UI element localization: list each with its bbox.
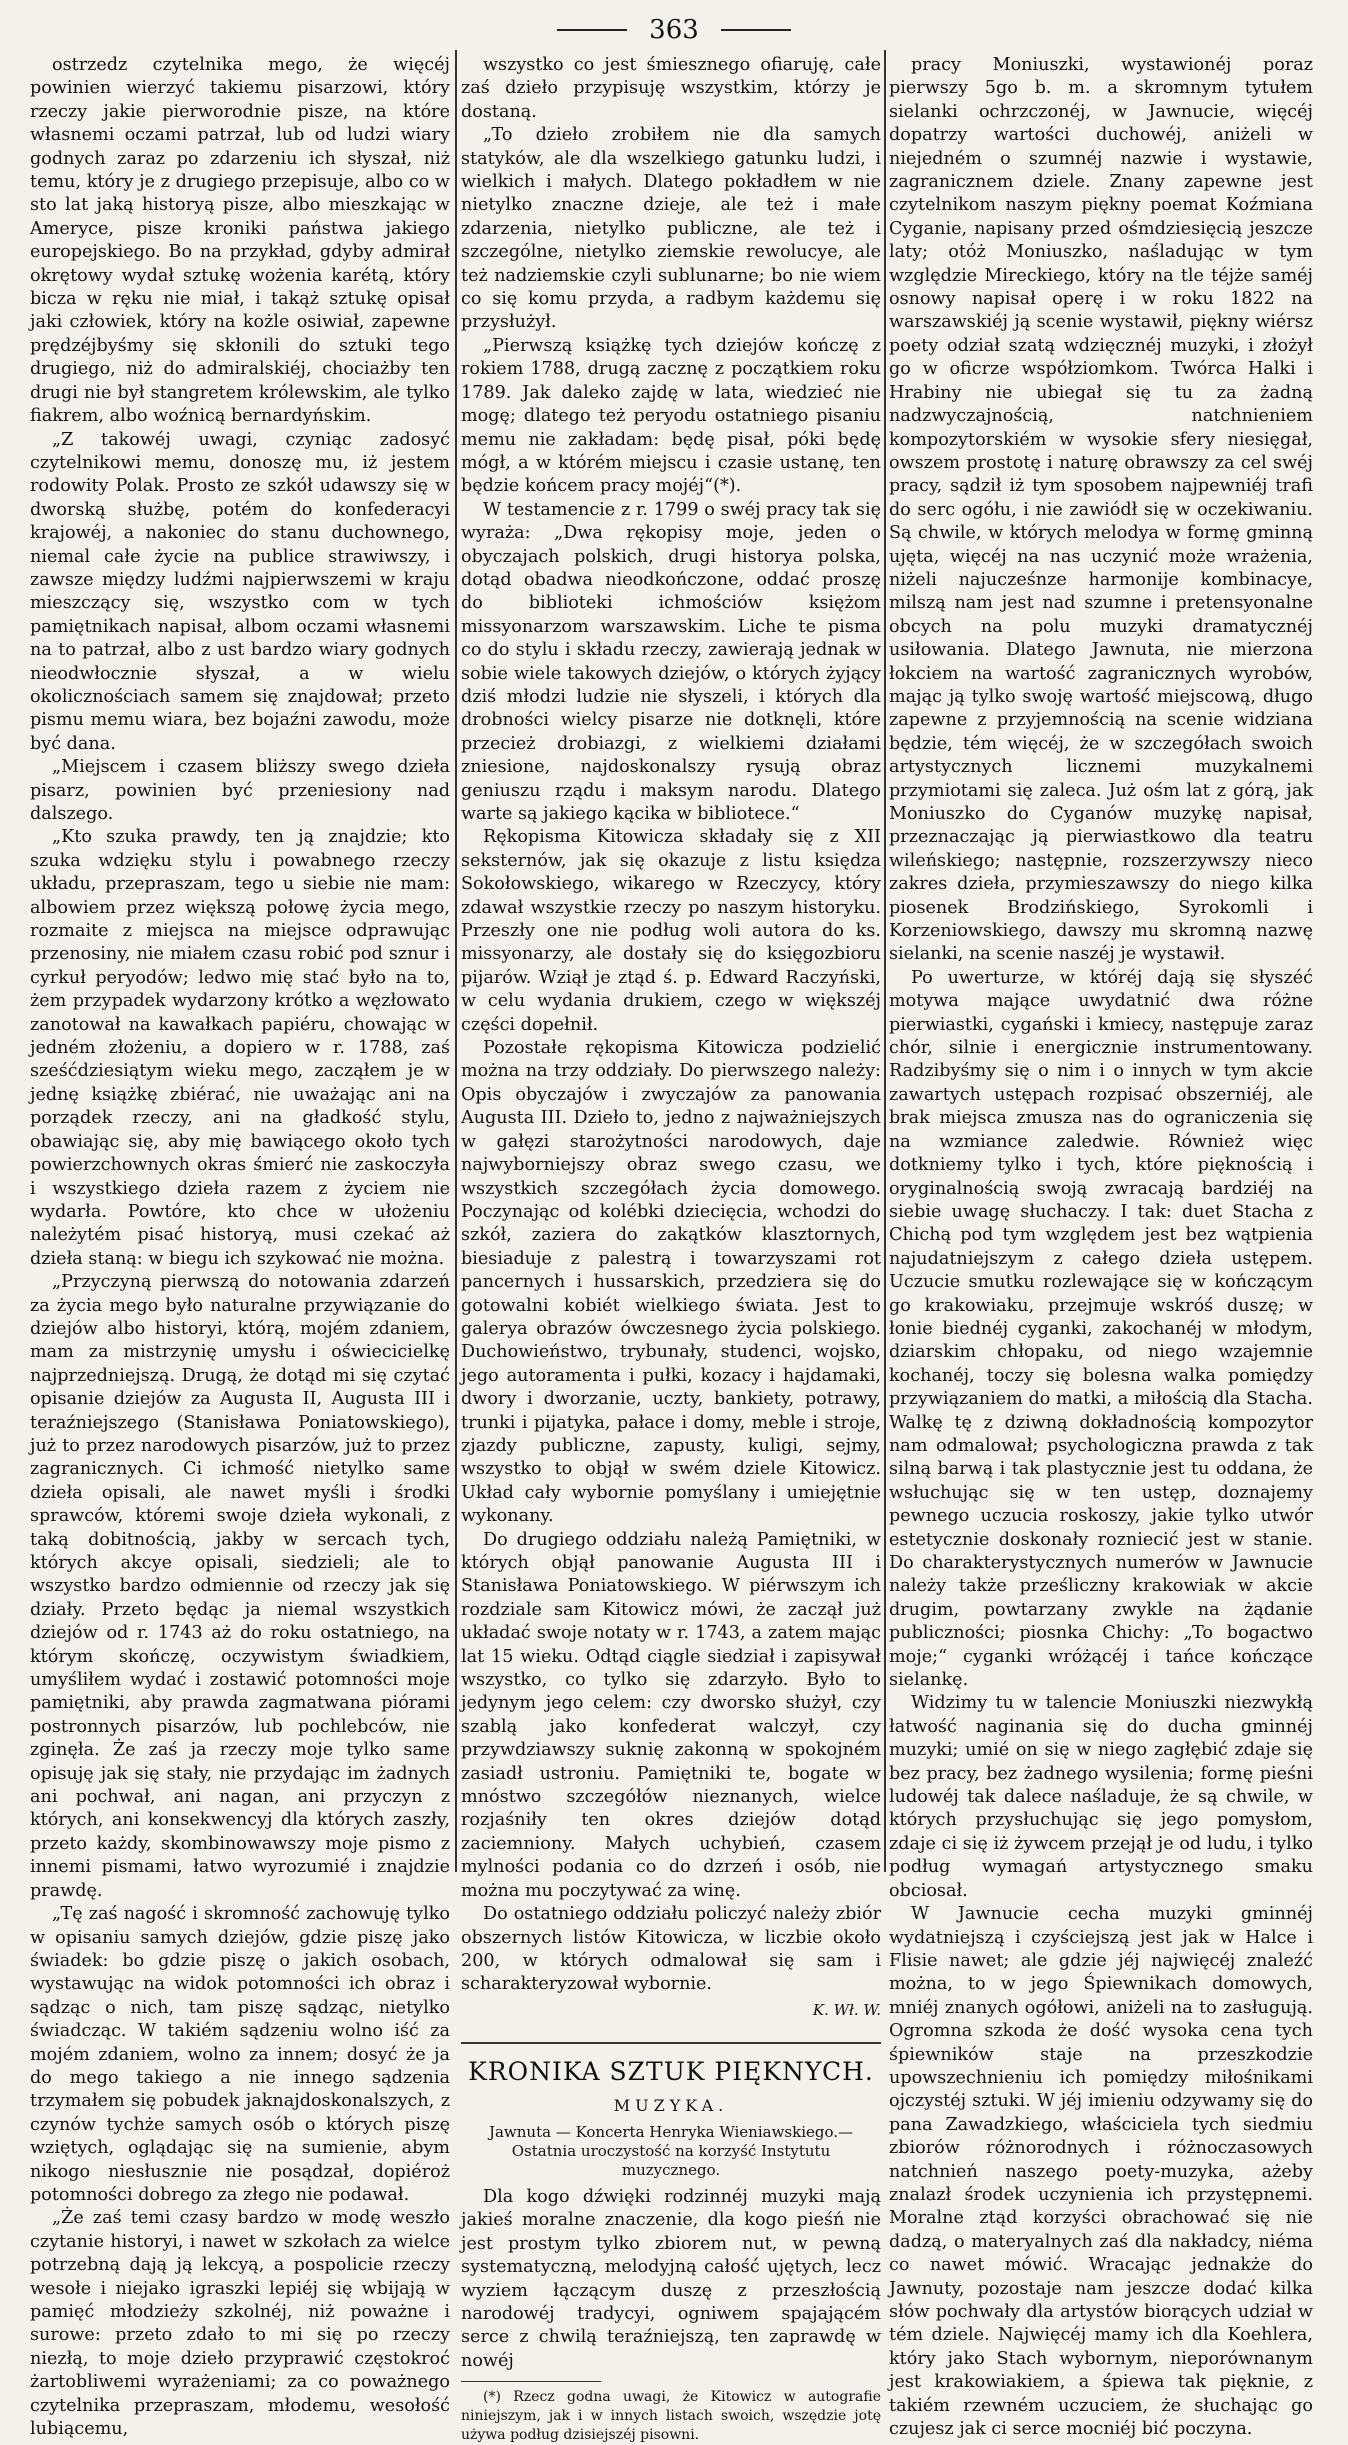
paragraph: wszystko co jest śmiesznego ofiaruję, całe zaś dzieło przypisuję wszystkim, którzy je dostaną. [461,55,881,122]
subsection-subtitle: Jawnuta — Koncerta Henryka Wieniawskiego.— Ostatnia uroczystość na korzyść Instytutu muzycznego. [488,2122,854,2179]
paragraph: Do drugiego oddziału należą Pamiętniki, w których objął panowanie Augusta III i Stanisława Poniatowskiego. W piérwszym ich rozdziale sam Kitowicz mówi, że zaczął już układać swoje notaty w r. 1743, a zatem mając lat 15 wieku. Odtąd ciągle siedział i zapisywał wszystko, co tylko się zdarzyło. Było to jedynym jego celem: czy dworsko służył, czy szablą jako konfederat walczył, czy przywdziawszy suknię zakonną w spokojném zasiadł ustroniu. Pamiętniki te, bogate w mnóstwo szczegółów nieznanych, wielce rozjaśniły ten okres dziejów dotąd zaciemniony. Małych uchybień, czasem mylności podania co do dzrzeń i osób, nie można mu poczytywać za winę. [461,1529,881,1901]
paragraph: Dla kogo dźwięki rodzinnéj muzyki mają jakieś moralne znaczenie, dla kogo pieśń nie jest prostym tylko zbiorem nut, w pewną systematyczną, melodyjną całość ujętych, lecz wyziem łączącym duszę z przeszłością narodowéj tradycyi, ogniwem spajającém serce z chwilą teraźniejszą, ten zaprawdę w nowéj [461,2186,881,2371]
paragraph: W Jawnucie cecha muzyki gminnéj wydatniejszą i czyściejszą jest jak w Halce i Flisie nawet; ale gdzie jéj najwięcéj znaleźć można, to w jego Śpiewnikach domowych, mniéj znanych ogółowi, aniżeli na to zasługują. Ogromna szkoda że dość wysoka cena tych śpiewników staje na przeszkodzie upowszechnieniu ich pomiędzy miłośnikami ojczystéj sztuki. W jéj imieniu odzywamy się do pana Zawadzkiego, właściciela tych siedmiu zbiorów różnorodnych i różnoczasowych natchnień naszego poety-muzyka, ażeby znalazł środek uczynienia ich przystępnemi. Moralne ztąd korzyści obrachować się nie dadzą, o materyalnych zaś dla nakładcy, niéma co nawet mówić. Wracając jednakże do Jawnuty, pozostaje nam jeszcze dodać kilka słów pochwały dla artystów biorących udział w tém dziele. Najwięcéj mamy ich dla Koehlera, który jako Stach wybornym, nieporównanym jest krakowiakiem, a śpiewa tak pięknie, z takiém rzewném uczuciem, że słuchając go czujesz jak ci serce mocniéj bić poczyna. [889,1904,1313,2440]
section-separator [461,2042,881,2044]
subsection-heading: MUZYKA. [613,2095,729,2115]
paragraph: W testamencie z r. 1799 o swéj pracy tak się wyraża: „Dwa rękopisy moje, jeden o obyczajach polskich, drugi historya polska, dotąd obadwa nieodkończone, oddać proszę do biblioteki ichmościów księżom missyonarzom warszawskim. Liche te pisma co do stylu i składu rzeczy, zawierają jednak w sobie wiele takowych dziejów, o których żyjący dziś młodzi ludzie nie słyszeli, i których dla drobności wielcy pisarze nie dotknęli, które przecież drobiazgi, z wielkiemi działami zniesione, najdoskonalszy rysują obraz geniuszu rządu i maksym narodu. Dlatego warte są jakiego kącika w bibliotece.“ [461,499,881,824]
footnote: (*) Rzecz godna uwagi, że Kitowicz w autografie niniejszym, jak i w innych listach swoich, wszędzie jotę używa podług dzisiejszéj pisowni. [461,2389,881,2444]
paragraph: Po uwerturze, w któréj dają się słyszéć motywa mające uwydatnić dwa różne pierwiastki, cygański i kmiecy, następuje zaraz chór, silnie i energicznie instrumentowany. Radzibyśmy się o nim i o innych w tym akcie zawartych ustępach rozpisać obszerniéj, ale brak miejsca zmusza nas do ograniczenia się na wzmiance zaledwie. Również więc dotkniemy tylko i tych, które pięknością i oryginalnością swoją zwracają bardziéj na siebie uwagę słuchaczy. I tak: duet Stacha z Chichą pod tym względem jest bez wątpienia najudatniejszym z całego dzieła ustępem. Uczucie smutku rozlewające się w kończącym go krakowiaku, przejmuje wskróś duszę; w łonie biednéj cyganki, zakochanéj w młodym, dziarskim chłopaku, od niego wzajemnie kochanéj, toczy się bolesna walka pomiędzy przywiązaniem do matki, a miłością dla Stacha. Walkę tę z dziwną dokładnością kompozytor nam odmalował; psychologiczna prawda z tak silną barwą i tak plastycznie jest tu oddana, że wsłuchując się w ten ustęp, doznajemy pewnego uczucia roskoszy, jakie tylko utwór estetycznie doskonały rozniecić jest w stanie. Do charakterystycznych numerów w Jawnucie należy także prześliczny krakowiak w akcie drugim, powtarzany zwykle na żądanie publiczności; piosnka Chichy: „To bogactwo moje;“ cyganki wróżącéj i tańce kończące sielankę. [889,967,1313,1691]
paragraph: Pozostałe rękopisma Kitowicza podzielić można na trzy oddziały. Do pierwszego należy: Opis obyczajów i zwyczajów za panowania Augusta III. Dzieło to, jedno z najważniejszych w gałęzi starożytności narodowych, daje najwyborniejszy obraz swego czasu, we wszystkich szczegółach życia domowego. Poczynając od kolébki dziecięcia, wchodzi do szkół, zaziera do zakątków klasztornych, biesiaduje z palestrą i towarzyszami rot pancernych i hussarskich, przedziera się do gotowalni kobiét wielkiego świata. Jest to galerya obrazów ówczesnego życia polskiego. Duchowieństwo, trybunały, studenci, wojsko, jego autoramenta i pułki, kozacy i hajdamaki, dwory i dworzanie, uczty, bankiety, potrawy, trunki i pijatyka, pałace i domy, meble i stroje, zjazdy publiczne, zapusty, kuligi, sejmy, wszystko to objął w swém dziele Kitowicz. Układ cały wybornie pomyślany i umiejętnie wykonany. [461,1038,881,1527]
paragraph: „Miejscem i czasem bliższy swego dzieła pisarz, powinien być przeniesiony nad dalszego. [30,757,450,824]
paragraph: pracy Moniuszki, wystawionéj poraz pierwszy 5go b. m. a skromnym tytułem sielanki ochrzczonéj, w Jawnucie, więcéj dopatrzy wartości duchowéj, aniżeli w niejedném o szumnéj nazwie i wystawie, zagranicznem dziele. Znany zapewne jest czytelnikom naszym piękny poemat Koźmiana Cyganie, napisany przed ośmdziesięcią jeszcze laty; otóż Moniuszko, naśladując w tym względzie Mireckiego, który na tle téjże saméj osnowy napisał operę i w roku 1822 na warszawskiéj ją scenie wystawił, piękny wiérsz poety odział szatą wdzięcznéj muzyki, i złożył go w oficrze współziomkom. Twórca Halki i Hrabiny nie ubiegał się tu za żadną nadzwyczajnością, natchnieniem kompozytorskiém w wysokie sfery niesięgał, owszem prostotę i naturę obrawszy za cel swéj pracy, sądził iż tym sposobem najpewniéj trafi do serc ogółu, i nie zawiódł się w oczekiwaniu. Są chwile, w których melodya w formę gminną ujęta, więcéj na nas uczynić może wrażenia, niżeli najucześnze harmonije kombinacye, milszą nam jest nad szumne i pretensyonalne obcych na polu muzyki dramatycznéj usiłowania. Dlatego Jawnuta, nie mierzona łokciem na wartość zagranicznych wyrobów, mając ją tylko swoję wartość miejscową, długo zapewne z przyjemnością na scenie widziana będzie, tém więcéj, że w szczegółach swoich artystycznych licznemi muzykalnemi przymiotami się zaleca. Już ośm lat z górą, jak Moniuszko do Cyganów muzykę napisał, przeznaczając ją pierwiastkowo dla teatru wileńskiego; następnie, rozszerzywszy nieco zakres dzieła, przymieszawszy do niego kilka piosenek Brodzińskiego, Syrokomli i Korzeniowskiego, dawszy mu skromną nazwę sielanki, na scenie naszéj je wystawił. [889,55,1313,965]
footnote-rule [461,2381,601,2382]
column-2 [461,54,881,2444]
paragraph: ostrzedz czytelnika mego, że więcéj powinien wierzyć takiemu pisarzowi, który rzeczy jakie pierworodnie pisze, na które własnemi oczami patrzał, lub od ludzi wiary godnych zaraz po zdarzeniu ich słyszał, niż temu, który je z drugiego przepisuje, albo co w sto lat jaką historyą pisze, albo mieszkając w Ameryce, pisze kroniki państwa jakiego europejskiego. Bo na przykład, gdyby admirał okrętowy wydał sztukę wożenia karétą, który bicza w ręku nie miał, i takąż sztukę opisał jaki człowiek, który na kożle osiwiał, zapewne prędzéjbyśmy się skłonili do sztuki tego drugiego, niż do admiralskiéj, chociażby ten drugi nie był stangretem królewskim, ale tylko fiakrem, albo woźnicą bernardyńskim. [30,55,450,427]
column-rule-right [884,50,886,1872]
paragraph: „Kto szuka prawdy, ten ją znajdzie; kto szuka wdzięku stylu i powabnego rzeczy układu, przepraszam, tego u siebie nie mam: albowiem przez większą połowę życia mego, rozmaite z miejsca na miejsce odprawując przenosiny, nie miałem czasu robić pod sznur i cyrkuł peryodów; ledwo mię stać było na to, żem przypadek wydarzony krótko a węzłowato zanotował na kawałkach papiéru, chowając w jedném złożeniu, a dopiero w r. 1788, zaś sześćdziesiątym wieku mego, zacząłem je w jednę książkę zbiérać, nie uważając ani na porządek rzeczy, ani na gładkość stylu, obawiając się, aby mię bawiącego około tych powierzchownych okras śmierć nie zaskoczyła i wszystkiego dzieła razem z życiem nie wydarła. Powtóre, kto chce w ułożeniu należytém pisać historyą, musi czekać aż dzieła staną: w biegu ich szykować nie można. [30,827,450,1269]
paragraph: Rękopisma Kitowicza składały się z XII seksternów, jak się okazuje z listu księdza Sokołowskiego, wikaregо w Rzeczycy, który zdawał wszystkie rzeczy po naszym historyku. Przeszły one nie podług woli autora do ks. missyonarzy, ale dostały się do księgozbioru pijarów. Wziął je ztąd ś. p. Edward Raczyński, w celu wydania drukiem, czego w większéj części dopełnił. [461,827,881,1035]
header-dash-right [721,29,791,31]
column-rule-left [455,50,457,1872]
section-title: KRONIKA SZTUK PIĘKNYCH. [468,2057,874,2087]
header-dash-left [557,29,627,31]
paragraph: Widzimy tu w talencie Moniuszki niezwykłą łatwość naginania się do ducha gminnéj muzyki; umié on się w niego zagłębić zdaje się bez pracy, bez żadnego wysilenia; formę pieśni ludowéj tak dalece naśladuje, że są chwile, w których przysłuchując się jego pomysłom, zdaje ci się iż żywcem przejął je od ludu, i tylko podług wymagań artystycznego smaku obciosał. [889,1693,1313,1901]
paragraph: „Z takowéj uwagi, czyniąc zadosyć czytelnikowi memu, donoszę mu, iż jestem rodowity Polak. Prosto ze szkół udawszy się w dworską służbę, potém do konfederacyi krajowéj, a nakoniec do stanu duchownego, niemal całe życie na publice strawiwszy, i zawsze między ludźmi najpierwszemi w kraju mieszczący się, wszystko com w tych pamiętnikach napisał, albom oczami własnemi na to patrzał, albo z ust bardzo wiary godnych nieodwłocznie słyszał, a w wielu okolicznościach samem się znajdował; przeto pismu memu wiara, bez bojaźni zawodu, może być dana. [30,429,450,754]
article-signature: K. Wł. W. [812,2000,881,2019]
paragraph: „Pierwszą książkę tych dziejów kończę z rokiem 1788, drugą zacznę z początkiem roku 1789. Jak daleko zajdę w lata, wiedzieć nie mogę; dlatego też peryodu ostatniego pisaniu memu nie zakładam: będę pisał, póki będę mógł, a w którém miejscu i czasie ustanę, ten będzie końcem pracy mojéj“(*). [461,335,881,497]
paragraph: „Przyczyną pierwszą do notowania zdarzeń za życia mego było naturalne przywiązanie do dziejów albo historyi, którą, mojém zdaniem, mam za mistrzynię umysłu i oświecicielkę najprzedniejszą. Drugą, że dotąd mi się czytać opisanie dziejów za Augusta II, Augusta III i teraźniejszego (Stanisława Poniatowskiego), już to przez narodowych pisarzów, już to przez zagranicznych. Ci ichmość nietylko same dzieła opisali, ale nawet myśli i środki sprawców, któremi swoje dzieła wykonali, z taką dobitnością, jakby w sercach tych, których akcye opisali, siedzieli; ale to wszystko bardzo odmiennie od rzeczy jak się działy. Przeto będąc ja niemal wszystkich dziejów od r. 1743 aż do roku ostatniego, na którym skończę, oczywistym świadkiem, umyśliłem wydać i zostawić potomności moje pamiętniki, aby prawda zagmatwana piórami postronnych pisarzów, lub pochlebców, nie zginęła. Że zaś ja rzeczy moje tylko same opisuję jak się stały, nie przydając im żadnych ani pochwał, ani nagan, ani przyczyn z których, ani konsekwencyj dla których zaszły, przeto każdy, skombinowawszy moje pismo z innemi pismami, łatwo wyrozumié i znajdzie prawdę. [30,1272,450,1901]
paragraph: „Że zaś temi czasy bardzo w modę weszło czytanie historyi, i nawet w szkołach za wielce potrzebną dają ją lekcyą, a pospolicie rzeczy wesołe i niejako igraszki lepiéj się wbijają w pamięć młodzieży szkolnéj, niż poważne i surowe: przeto zdało to mi się po rzeczy niezłą, to moje dzieło przyprawić częstokroć żartobliwemi wyrażeniami; za co poważnego czytelnika przepraszam, młodemu, wesołość lubiącemu, [30,2208,450,2440]
paragraph: Do ostatniego oddziału policzyć należy zbiór obszernych listów Kitowicza, w liczbie około 200, w których odmalował się sam i scharakteryzował wybornie. [461,1904,881,1995]
paragraph: „To dzieło zrobiłem nie dla samych statyków, ale dla wszelkiego gatunku ludzi, i wielkich i małych. Dlatego pokładłem w nie nietylko znaczne dzieje, ale też i małe zdarzenia, nietylko publiczne, ale też i szczególne, nietylko ziemskie rewolucye, ale też nadziemskie czyli sublunarne; bo nie wiem co się komu przyda, a radbym każdemu się przysłużył. [461,125,881,333]
column-3 [889,54,1313,2440]
page-header [0,10,1348,50]
paragraph: „Tę zaś nagość i skromność zachowuję tylko w opisaniu samych dziejów, gdzie piszę jako świadek: bo gdzie piszę o jakich osobach, wystawując na widok potomności ich obraz i sądząc o nich, tam piszę sądząc, nietylko świadcząc. W takiém sądzeniu wolno iść za mojém zdaniem, wolno za innem; dosyć że ja do mego takiego a nie innego sądzenia trzymałem się pobudek jaknajdoskonalszych, z czynów tychże samych osób o których piszę wziętych, oglądając się na sumienie, abym nikogo niesłusznie nie posądzał, dopiéroż potomności dobrego za złego nie podawał. [30,1904,450,2205]
page-number: 363 [649,15,699,45]
column-1 [30,54,450,2440]
